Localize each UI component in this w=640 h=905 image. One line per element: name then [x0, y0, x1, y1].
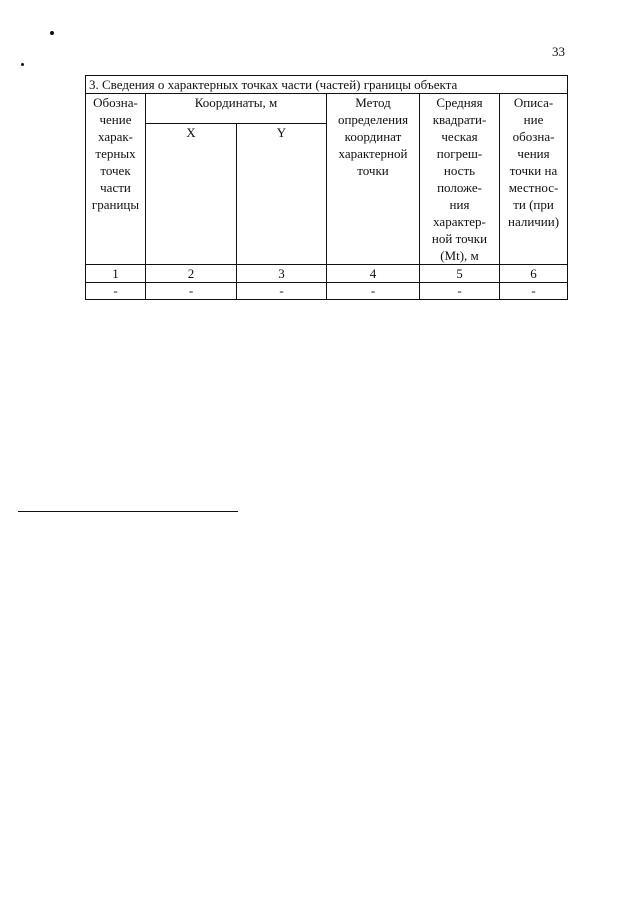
column-number: 4: [327, 265, 420, 283]
table-cell: -: [237, 283, 327, 300]
signature-line: [18, 511, 238, 512]
table-cell: -: [146, 283, 237, 300]
header-x: X: [146, 124, 237, 265]
column-number-row: [86, 265, 568, 283]
column-number: 3: [237, 265, 327, 283]
header-method: Метод определения координат характерной точки: [327, 94, 420, 265]
header-y: Y: [237, 124, 327, 265]
table-title: 3. Сведения о характерных точках части (частей) границы объекта: [86, 76, 568, 94]
page-number: 33: [552, 44, 565, 59]
column-number: 5: [420, 265, 500, 283]
column-number: 6: [500, 265, 568, 283]
column-number: 2: [146, 265, 237, 283]
table-row: [86, 283, 568, 300]
header-designation: Обозна- чение харак- терных точек части границы: [86, 94, 146, 265]
table-cell: -: [420, 283, 500, 300]
scan-speck: [50, 31, 54, 35]
header-description: Описа- ние обозна- чения точки на местнос- ти (при наличии): [500, 94, 568, 265]
table-cell: -: [86, 283, 146, 300]
scan-speck: [21, 63, 24, 66]
characteristic-points-table: [85, 75, 568, 300]
header-mean-square-error: Средняя квадрати- ческая погреш- ность положе- ния характер- ной точки (Mt), м: [420, 94, 500, 265]
table-cell: -: [500, 283, 568, 300]
header-coordinates: Координаты, м: [146, 94, 327, 124]
column-number: 1: [86, 265, 146, 283]
table-cell: -: [327, 283, 420, 300]
